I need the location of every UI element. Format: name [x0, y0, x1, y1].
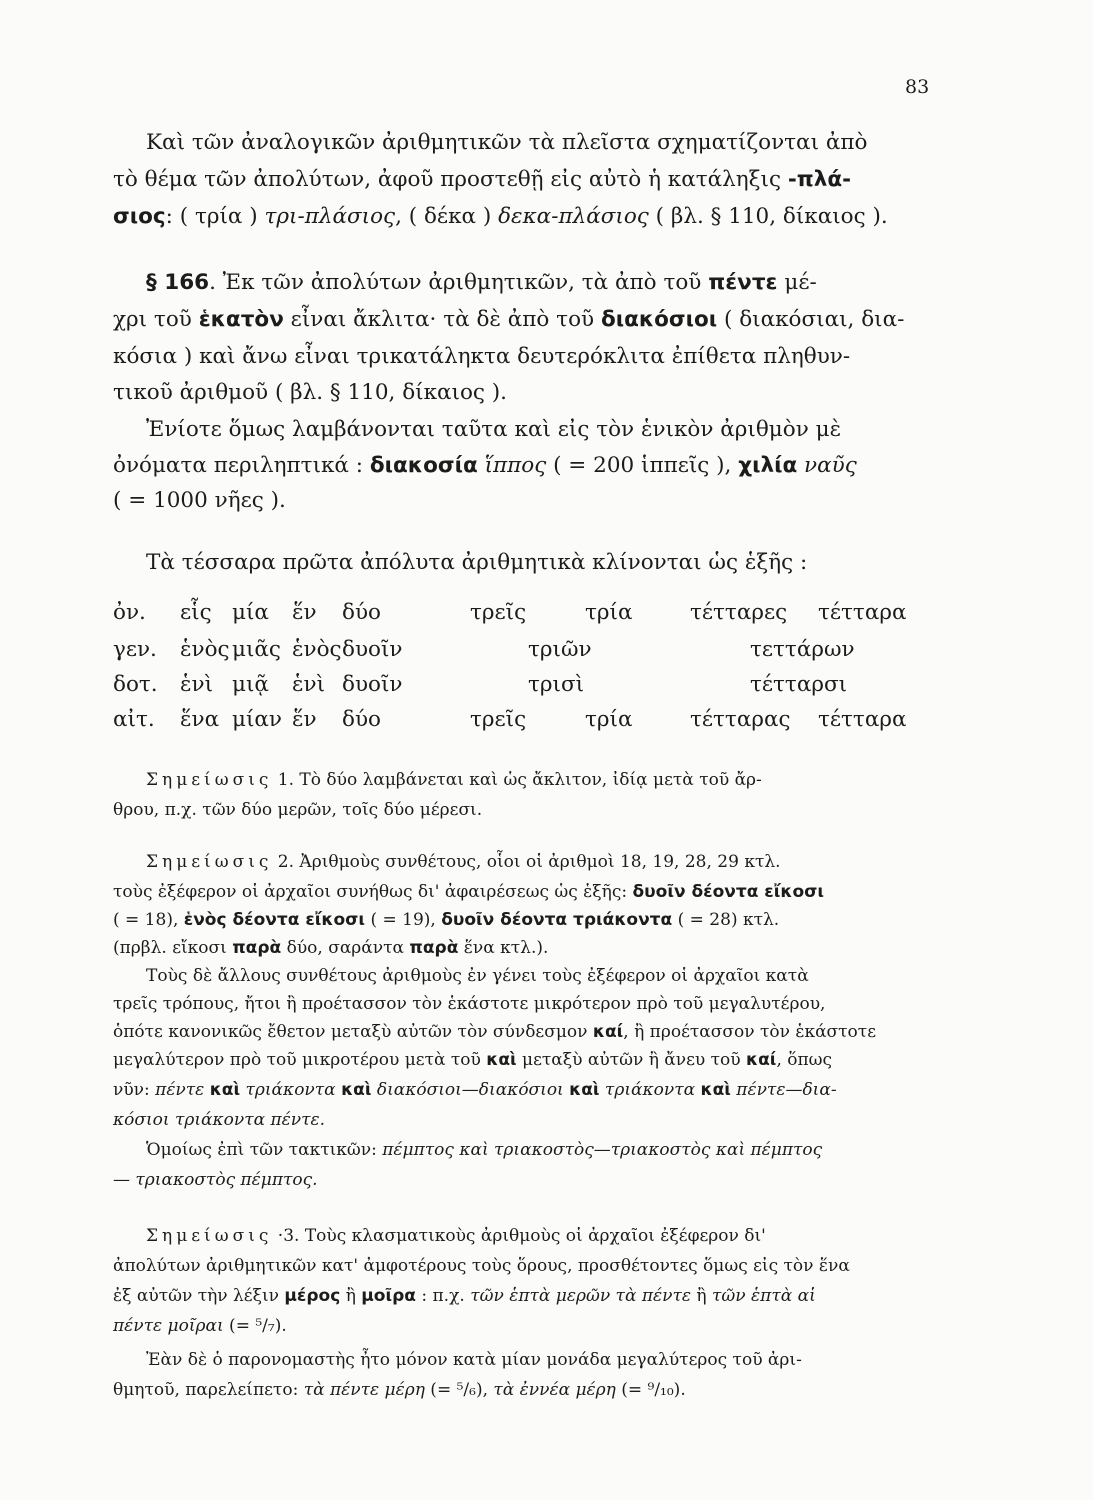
text: Ἐνίοτε ὅμως λαμβάνονται ταῦτα καὶ εἰς τὸν ἑνικὸν ἀριθμὸν μὲ: [146, 417, 842, 442]
bold-term: -πλά-: [787, 167, 852, 192]
table-cell: τρισὶ: [528, 672, 585, 697]
text: ( = 1000 νῆες ).: [113, 488, 286, 513]
bold-term: καὶ: [700, 1080, 731, 1100]
text: : ( τρία ): [165, 204, 265, 229]
text: Τοὺς δὲ ἄλλους συνθέτους ἀριθμοὺς ἐν γένει τοὺς ἐξέφερον οἱ ἀρχαῖοι κατὰ: [146, 966, 809, 986]
table-cell: δυοῖν: [342, 637, 403, 662]
para166-line2: [113, 307, 904, 332]
text: (= ⁵/₆),: [424, 1380, 494, 1400]
note-label: Σημείωσις: [146, 852, 273, 872]
text: ( διακόσιαι, δια-: [717, 307, 905, 332]
text: θρου, π.χ. τῶν δύο μερῶν, τοῖς δύο μέρεσι.: [113, 800, 483, 820]
page-number: 83: [905, 76, 930, 98]
para166-line6: [113, 453, 857, 478]
bold-term: διακοσία: [369, 453, 478, 478]
text: . Ἐκ τῶν ἀπολύτων ἀριθμητικῶν, τὰ ἀπὸ τοῦ: [209, 270, 709, 295]
table-cell: μιᾶς: [232, 637, 281, 662]
para166-line5: [146, 417, 841, 442]
note2-line2: [113, 882, 824, 902]
bold-term: καὶ: [341, 1080, 372, 1100]
note3-line4: [113, 1316, 287, 1336]
note2-line3: [113, 910, 779, 930]
bold-term: παρὰ: [232, 938, 282, 958]
note2-line7: [113, 1022, 876, 1042]
table-cell: μίαν: [232, 707, 282, 732]
italic-term: πέντε: [155, 1080, 210, 1100]
table-cell: ἑνὸς: [180, 637, 230, 662]
case-label: γεν.: [113, 637, 157, 662]
italic-term: πέντε—δια-: [730, 1080, 837, 1100]
italic-term: τριάκοντα: [240, 1080, 342, 1100]
italic-term: — τριακοστὸς πέμπτος.: [113, 1170, 318, 1190]
bold-term: καὶ: [486, 1050, 517, 1070]
table-cell: τρεῖς: [470, 707, 527, 732]
table-cell: ἑνὶ: [292, 672, 326, 697]
text: θμητοῦ, παρελείπετο:: [113, 1380, 304, 1400]
table-cell: τέτταρες: [690, 600, 788, 625]
para1-line1: [146, 130, 867, 155]
text: δύο, σαράντα: [281, 938, 410, 958]
italic-term: δεκα-πλάσιος: [498, 204, 649, 229]
italic-term: τῶν ἑπτὰ αἱ: [712, 1286, 816, 1306]
text: ( = 19),: [365, 910, 442, 930]
text: ὁπότε κανονικῶς ἔθετον μεταξὺ αὐτῶν τὸν σύνδεσμον: [113, 1022, 593, 1042]
text: (πρβλ. εἴκοσι: [113, 938, 233, 958]
italic-term: πέντε μοῖραι: [113, 1316, 224, 1336]
text: ἐξ αὐτῶν τὴν λέξιν: [113, 1286, 285, 1306]
note2-line1: [146, 852, 781, 872]
text: τικοῦ ἀριθμοῦ ( βλ. § 110, δίκαιος ).: [113, 380, 508, 405]
note2-line5: [146, 966, 809, 986]
text: μεταξὺ αὐτῶν ἢ ἄνευ τοῦ: [516, 1050, 747, 1070]
bold-term: χιλία: [738, 453, 798, 478]
section-number: § 166: [146, 270, 210, 295]
text: , ἢ προέτασσον τὸν ἑκάστοτε: [623, 1022, 876, 1042]
table-cell: τέτταρσι: [750, 672, 848, 697]
text: ἢ: [691, 1286, 713, 1306]
case-label: ὀν.: [113, 600, 146, 625]
note2-line11: [146, 1140, 822, 1160]
note3-line5: [146, 1350, 802, 1370]
note3-line1: [146, 1226, 766, 1246]
text: ( = 200 ἱππεῖς ),: [546, 453, 739, 478]
para1-line3: [113, 204, 888, 229]
para166-line4: [113, 380, 507, 405]
text: Ὁμοίως ἐπὶ τῶν τακτικῶν:: [146, 1140, 383, 1160]
para166-line7: [113, 488, 286, 513]
table-cell: ἕν: [292, 707, 317, 732]
text: ἢ: [340, 1286, 362, 1306]
bold-term: δυοῖν δέοντα εἴκοσι: [632, 882, 825, 902]
note3-line6: [113, 1380, 686, 1400]
table-cell: δύο: [342, 600, 381, 625]
table-cell: ἑνὸς: [292, 637, 342, 662]
italic-term: τῶν ἑπτὰ μερῶν τὰ πέντε: [470, 1286, 692, 1306]
text: ( = 18),: [113, 910, 184, 930]
bold-term: καί: [746, 1050, 777, 1070]
italic-term: ἵππος: [477, 453, 547, 478]
table-cell: ἑνὶ: [180, 672, 214, 697]
table-cell: τρεῖς: [470, 600, 527, 625]
table-cell: τέτταρα: [818, 600, 907, 625]
note2-line9: [113, 1080, 837, 1100]
text: ( = 28) κτλ.: [672, 910, 780, 930]
text: μέ-: [777, 270, 817, 295]
text: ἕνα κτλ.).: [458, 938, 549, 958]
text: κόσια ) καὶ ἄνω εἶναι τρικατάληκτα δευτερόκλιτα ἐπίθετα πληθυν-: [113, 344, 851, 369]
table-cell: τριῶν: [528, 637, 592, 662]
note1-line1: [146, 770, 762, 790]
note2-line8: [113, 1050, 832, 1070]
table-heading: Τὰ τέσσαρα πρῶτα ἀπόλυτα ἀριθμητικὰ κλίνονται ὡς ἑξῆς :: [146, 550, 808, 575]
text: (= ⁵/₇).: [223, 1316, 287, 1336]
table-cell: δύο: [342, 707, 381, 732]
case-label: δοτ.: [113, 672, 158, 697]
table-cell: ἕν: [292, 600, 317, 625]
table-cell: εἷς: [180, 600, 212, 625]
note-label: Σημείωσις: [146, 770, 273, 790]
bold-term: πέντε: [708, 270, 778, 295]
bold-term: καὶ: [209, 1080, 241, 1100]
para166-line3: [113, 344, 850, 369]
bold-term: μέρος: [284, 1286, 341, 1306]
bold-term: καὶ: [569, 1080, 600, 1100]
note2-line12: [113, 1170, 318, 1190]
text: τὸ θέμα τῶν ἀπολύτων, ἀφοῦ προστεθῇ εἰς αὐτὸ ἡ κατάληξις: [113, 167, 788, 192]
bold-term: ἑκατὸν: [198, 307, 284, 332]
table-cell: δυοῖν: [342, 672, 403, 697]
table-cell: μιᾷ: [232, 672, 269, 697]
italic-term: διακόσιοι—διακόσιοι: [371, 1080, 570, 1100]
text: Ἐὰν δὲ ὁ παρονομαστὴς ἦτο μόνον κατὰ μίαν μονάδα μεγαλύτερος τοῦ ἀρι-: [146, 1350, 802, 1370]
text: (= ⁹/₁₀).: [615, 1380, 686, 1400]
text: νῦν:: [113, 1080, 156, 1100]
table-cell: τέτταρα: [818, 707, 907, 732]
italic-term: τρι-πλάσιος: [264, 204, 396, 229]
text: : π.χ.: [415, 1286, 471, 1306]
text: 2. Ἀριθμοὺς συνθέτους, οἷοι οἱ ἀριθμοὶ 18, 19, 28, 29 κτλ.: [272, 852, 781, 872]
bold-term: μοῖρα: [361, 1286, 416, 1306]
italic-term: πέμπτος καὶ τριακοστὸς—τριακοστὸς καὶ πέμπτος: [382, 1140, 823, 1160]
italic-term: κόσιοι τριάκοντα πέντε.: [113, 1110, 326, 1130]
bold-term: καί: [592, 1022, 624, 1042]
note2-line6: [113, 994, 825, 1014]
table-cell: τρία: [585, 600, 633, 625]
text: εἶναι ἄκλιτα· τὰ δὲ ἀπὸ τοῦ: [283, 307, 601, 332]
text: ·3. Τοὺς κλασματικοὺς ἀριθμοὺς οἱ ἀρχαῖοι ἐξέφερον δι': [272, 1226, 766, 1246]
bold-term: δυοῖν δέοντα τριάκοντα: [441, 910, 673, 930]
case-label: αἰτ.: [113, 707, 155, 732]
text: 1. Τὸ δύο λαμβάνεται καὶ ὡς ἄκλιτον, ἰδίᾳ μετὰ τοῦ ἄρ-: [272, 770, 762, 790]
table-cell: μία: [232, 600, 269, 625]
text: χρι τοῦ: [113, 307, 199, 332]
text: ἀπολύτων ἀριθμητικῶν κατ' ἀμφοτέρους τοὺς ὅρους, προσθέτοντες ὅμως εἰς τὸν ἕνα: [113, 1256, 850, 1276]
text: Καὶ τῶν ἀναλογικῶν ἀριθμητικῶν τὰ πλεῖστα σχηματίζονται ἀπὸ: [146, 130, 868, 155]
text: τοὺς ἐξέφερον οἱ ἀρχαῖοι συνήθως δι' ἀφαιρέσεως ὡς ἑξῆς:: [113, 882, 633, 902]
table-cell: ἕνα: [180, 707, 220, 732]
italic-term: τὰ πέντε μέρη: [303, 1380, 425, 1400]
note3-line3: [113, 1286, 816, 1306]
text: μεγαλύτερον πρὸ τοῦ μικροτέρου μετὰ τοῦ: [113, 1050, 487, 1070]
table-cell: τέτταρας: [690, 707, 791, 732]
note1-line2: [113, 800, 482, 820]
bold-term: παρὰ: [409, 938, 459, 958]
note3-line2: [113, 1256, 850, 1276]
para166-line1: [146, 270, 817, 295]
note2-line4: [113, 938, 548, 958]
italic-term: τὰ ἐννέα μέρη: [493, 1380, 616, 1400]
text: , ὅπως: [776, 1050, 833, 1070]
note-label: Σημείωσις: [146, 1226, 273, 1246]
bold-term: σιος: [113, 204, 166, 229]
note2-line10: [113, 1110, 325, 1130]
text: , ( δέκα ): [395, 204, 499, 229]
bold-term: ἑνὸς δέοντα εἴκοσι: [183, 910, 366, 930]
bold-term: διακόσιοι: [600, 307, 718, 332]
text: ὀνόματα περιληπτικά :: [113, 453, 370, 478]
table-cell: τεττάρων: [750, 637, 855, 662]
text: ( βλ. § 110, δίκαιος ).: [648, 204, 888, 229]
para1-line2: [113, 167, 851, 192]
italic-term: τριάκοντα: [599, 1080, 701, 1100]
table-cell: τρία: [585, 707, 633, 732]
italic-term: ναῦς: [797, 453, 857, 478]
text: τρεῖς τρόπους, ἤτοι ἢ προέτασσον τὸν ἑκάστοτε μικρότερον πρὸ τοῦ μεγαλυτέρου,: [113, 994, 826, 1014]
